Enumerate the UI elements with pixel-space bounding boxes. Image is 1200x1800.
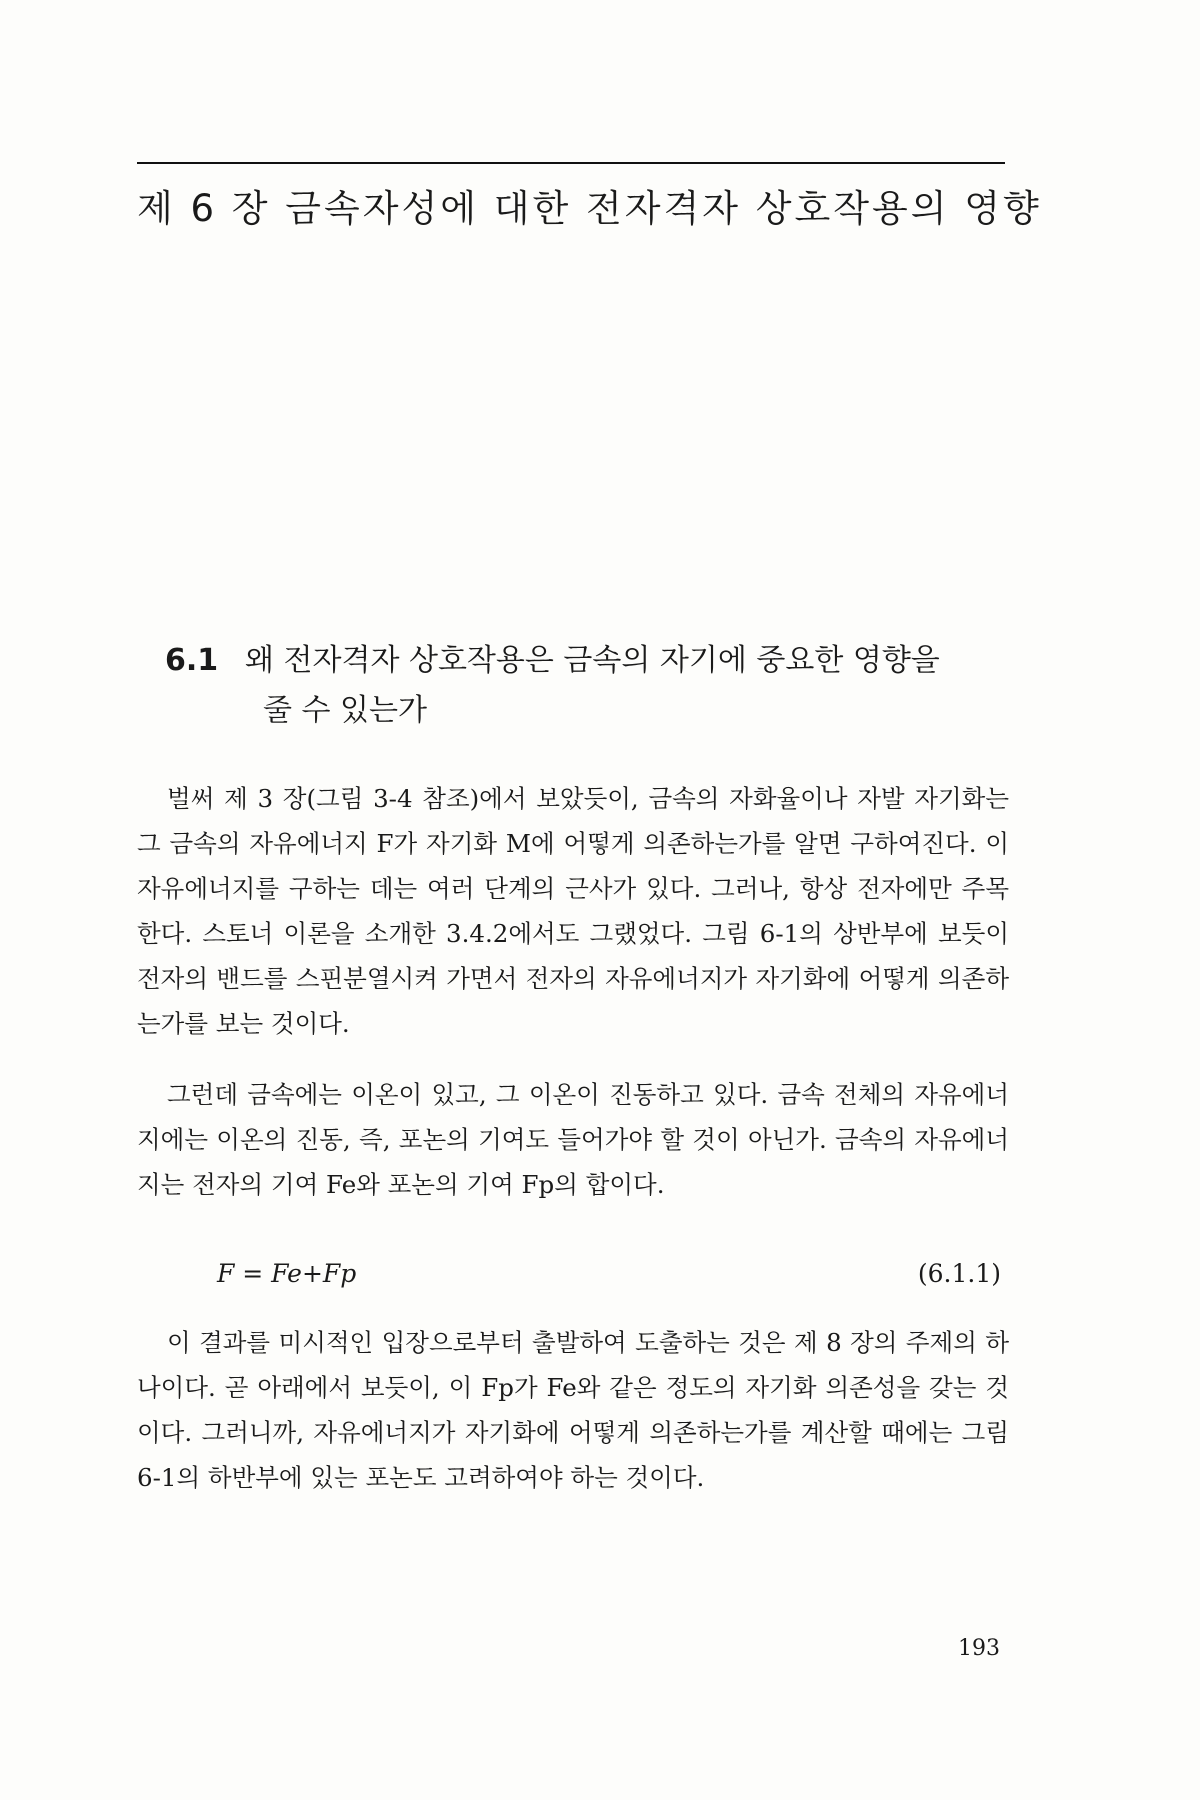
equation: [137, 1259, 1009, 1299]
paragraph-2: 그런데 금속에는 이온이 있고, 그 이온이 진동하고 있다. 금속 전체의 자유에너지에는 이온의 진동, 즉, 포논의 기여도 들어가야 할 것이 아닌가. 금속의 자유에너지는 전자의 기여 Fe와 포논의 기여 Fp의 합이다.: [137, 1080, 1009, 1199]
section-title-line2: 줄 수 있는가: [263, 693, 427, 728]
section-number: 6.1: [165, 643, 219, 678]
chapter-title: 제 6 장 금속자성에 대한 전자격자 상호작용의 영향: [137, 187, 1042, 230]
section-heading: [165, 636, 1045, 736]
page-number: 193: [958, 1636, 1000, 1661]
equation-expression: F = Fe+Fp: [217, 1259, 357, 1288]
equation-number: (6.1.1): [917, 1259, 1001, 1288]
paragraph-3: 이 결과를 미시적인 입장으로부터 출발하여 도출하는 것은 제 8 장의 주제의 하나이다. 곧 아래에서 보듯이, 이 Fp가 Fe와 같은 정도의 자기화 의존성을 갖는 것이다. 그러니까, 자유에너지가 자기화에 어떻게 의존하는가를 계산할 때에는 그림 6-1의 하반부에 있는 포논도 고려하여야 하는 것이다.: [137, 1328, 1009, 1492]
paragraph-1: 벌써 제 3 장(그림 3-4 참조)에서 보았듯이, 금속의 자화율이나 자발 자기화는 그 금속의 자유에너지 F가 자기화 M에 어떻게 의존하는가를 알면 구하여진다. 이 자유에너지를 구하는 데는 여러 단계의 근사가 있다. 그러나, 항상 전자에만 주목한다. 스토너 이론을 소개한 3.4.2에서도 그랬었다. 그림 6-1의 상반부에 보듯이 전자의 밴드를 스핀분열시켜 가면서 전자의 자유에너지가 자기화에 어떻게 의존하는가를 보는 것이다.: [137, 784, 1009, 1038]
header-rule: [137, 162, 1005, 164]
section-title-line1: 왜 전자격자 상호작용은 금속의 자기에 중요한 영향을: [245, 643, 940, 678]
